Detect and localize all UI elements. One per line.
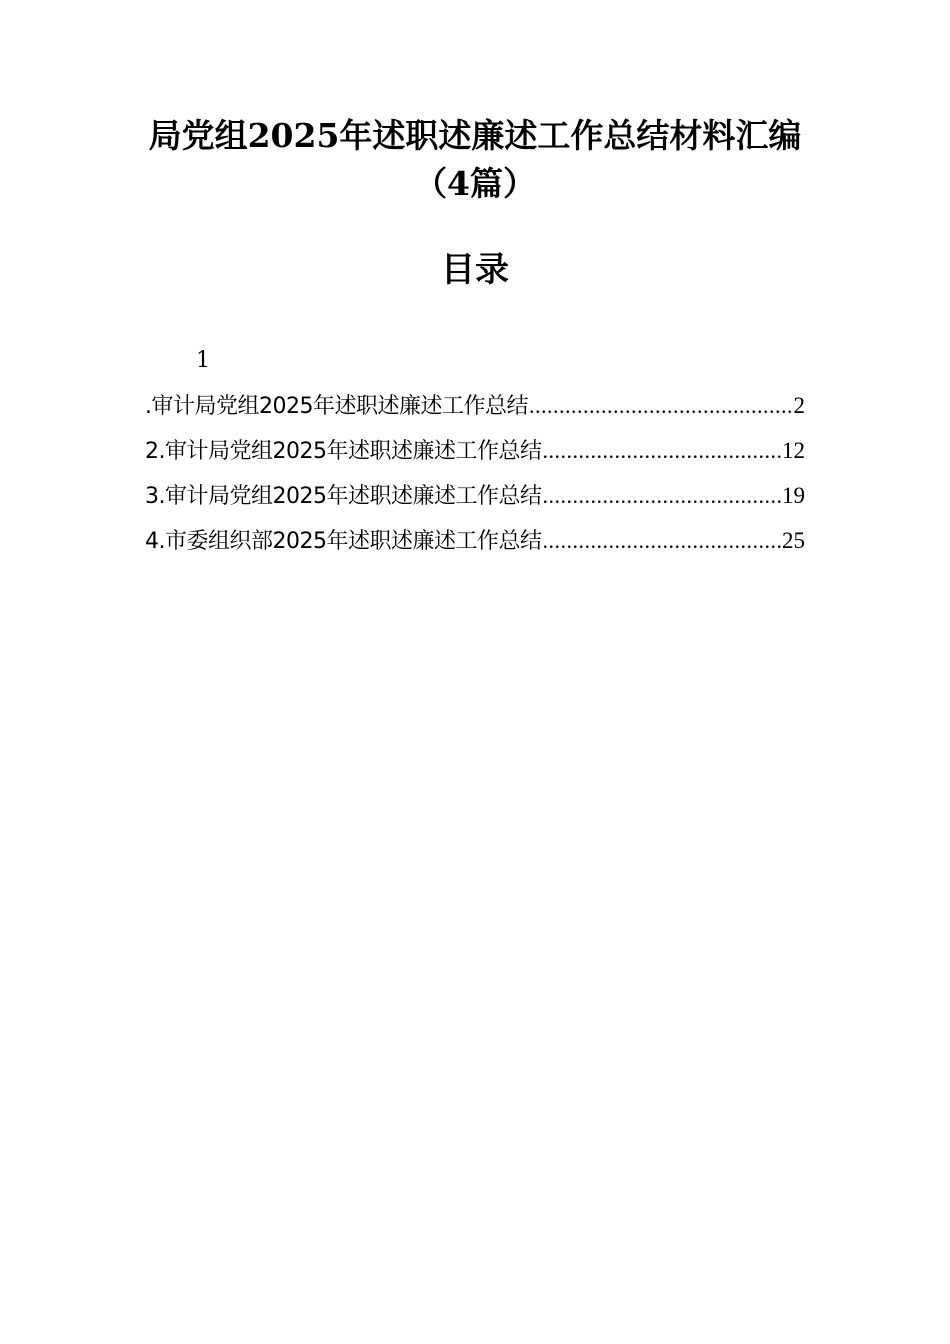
toc-entry-title: 2.审计局党组2025年述职述廉述工作总结 [145, 439, 542, 464]
toc-dot-leader [542, 435, 781, 467]
toc-dot-leader [542, 480, 781, 512]
toc-entry-number: 1 [196, 348, 210, 373]
toc-dot-leader [529, 390, 793, 422]
toc-dot-leader [542, 525, 781, 557]
toc-heading: 目录 [441, 250, 509, 290]
toc-page-number: 25 [782, 528, 805, 553]
document-title: 局党组2025年述职述廉述工作总结材料汇编（4篇） [148, 116, 802, 203]
toc-entry-title: .审计局党组2025年述职述廉述工作总结 [145, 394, 528, 419]
toc-entry-3[interactable] [0, 480, 950, 512]
toc-page-number: 12 [782, 438, 805, 463]
toc-entry-title: 4.市委组织部2025年述职述廉述工作总结 [145, 529, 542, 554]
toc-entry-2[interactable] [0, 435, 950, 467]
toc-entry-1[interactable] [0, 390, 950, 422]
toc-page-number: 19 [782, 483, 805, 508]
toc-page-number: 2 [793, 393, 805, 418]
toc-entry-title: 3.审计局党组2025年述职述廉述工作总结 [145, 484, 542, 509]
toc-entry-4[interactable] [0, 525, 950, 557]
